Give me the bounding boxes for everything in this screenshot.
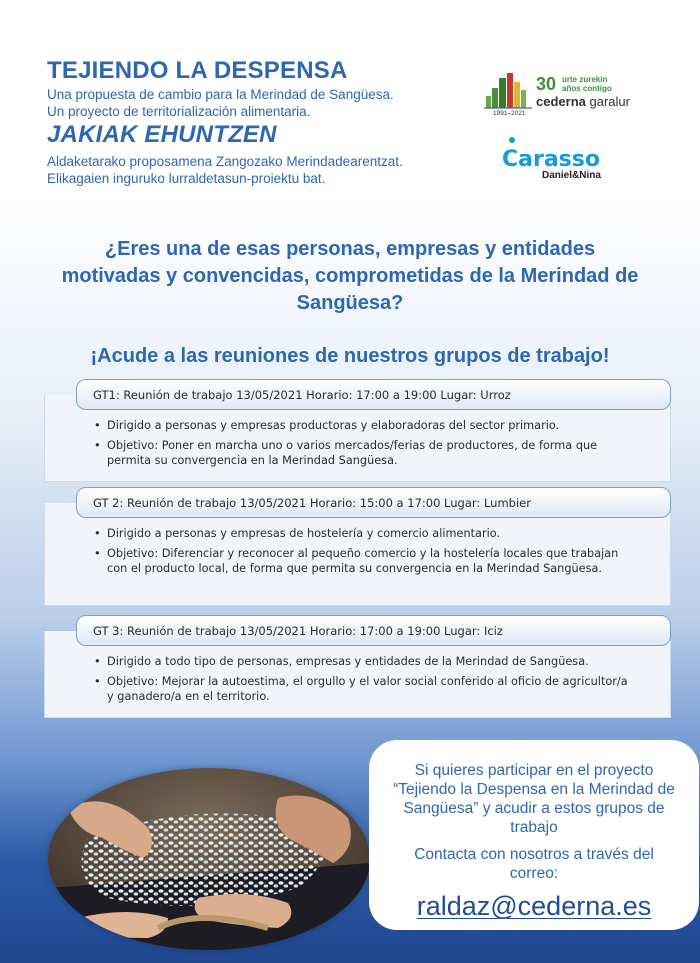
working-group-3 xyxy=(44,615,671,717)
subtitle-eu-line-2: Elikagaien inguruko lurraldetasun-proiektu bat. xyxy=(47,171,326,186)
cederna-garalur-logo xyxy=(484,70,644,116)
group-1-bullet-2: • Objetivo: Poner en marcha uno o varios mercados/ferias de productores, de forma que permita su convergencia en la Merindad Sangüesa. xyxy=(107,438,670,469)
group-3-bullet-1: • Dirigido a todo tipo de personas, empresas y entidades de la Merindad de Sangüesa. xyxy=(107,654,670,670)
subtitle-es-line-2: Un proyecto de territorialización alimentaria. xyxy=(47,104,311,119)
cederna-name: cederna garalur xyxy=(536,94,630,109)
cederna-line2: años contigo xyxy=(562,84,612,93)
carasso-dot-icon xyxy=(509,137,515,143)
cederna-number: 30 xyxy=(536,74,557,94)
working-group-2 xyxy=(44,487,671,605)
subtitle-es-line-1: Una propuesta de cambio para la Merindad de Sangüesa. xyxy=(47,87,394,102)
contact-box xyxy=(369,740,699,930)
working-group-1 xyxy=(44,379,671,481)
question-text xyxy=(0,236,700,317)
cederna-bars-icon xyxy=(484,73,532,108)
cederna-years: 1991–2021 xyxy=(493,110,526,116)
question-line-1: ¿Eres una de esas personas, empresas y entidades xyxy=(104,238,596,260)
group-3-bullet-2: • Objetivo: Mejorar la autoestima, el orgullo y el valor social conferido al oficio de agricultor/a y ganadero/a en el territorio. xyxy=(107,674,670,705)
question-line-2: motivadas y convencidas, comprometidas de la Merindad de xyxy=(61,265,639,287)
contact-email-link[interactable]: raldaz@cederna.es xyxy=(416,891,652,921)
carasso-tagline: Daniel&Nina xyxy=(542,170,601,181)
contact-text-1: Si quieres participar en el proyecto “Tejiendo la Despensa en la Merindad de Sangüesa” y acudir a estos grupos de trabajo xyxy=(393,762,675,836)
contact-text-2: Contacta con nosotros a través del correo: xyxy=(414,846,654,882)
subtitle-eu-line-1: Aldaketarako proposamena Zangozako Merindadearentzat. xyxy=(47,154,403,169)
callout-heading: ¡Acude a las reuniones de nuestros grupos de trabajo! xyxy=(90,345,610,367)
group-2-bullet-1: • Dirigido a personas y empresas de hostelería y comercio alimentario. xyxy=(107,526,670,542)
title-es: TEJIENDO LA DESPENSA xyxy=(47,57,348,84)
title-eu: JAKIAK EHUNTZEN xyxy=(47,121,277,148)
cederna-line1: urte zurekin xyxy=(562,75,608,84)
working-group-3-heading: GT 3: Reunión de trabajo 13/05/2021 Horario: 17:00 a 19:00 Lugar: Iciz xyxy=(76,615,671,646)
carasso-logo xyxy=(498,134,638,184)
carasso-name: Carasso xyxy=(502,147,600,172)
hands-sorting-beans-photo xyxy=(48,768,370,950)
question-line-3: Sangüesa? xyxy=(296,292,404,314)
group-1-bullet-1: • Dirigido a personas y empresas productoras y elaboradoras del sector primario. xyxy=(107,418,670,434)
working-group-2-heading: GT 2: Reunión de trabajo 13/05/2021 Horario: 15:00 a 17:00 Lugar: Lumbier xyxy=(76,487,671,518)
group-2-bullet-2: • Objetivo: Diferenciar y reconocer al pequeño comercio y la hostelería locales que trabajan con el producto local, de forma que permita su convergencia en la Merindad Sangüesa. xyxy=(107,546,670,577)
working-group-1-heading: GT1: Reunión de trabajo 13/05/2021 Horario: 17:00 a 19:00 Lugar: Urroz xyxy=(76,379,671,410)
